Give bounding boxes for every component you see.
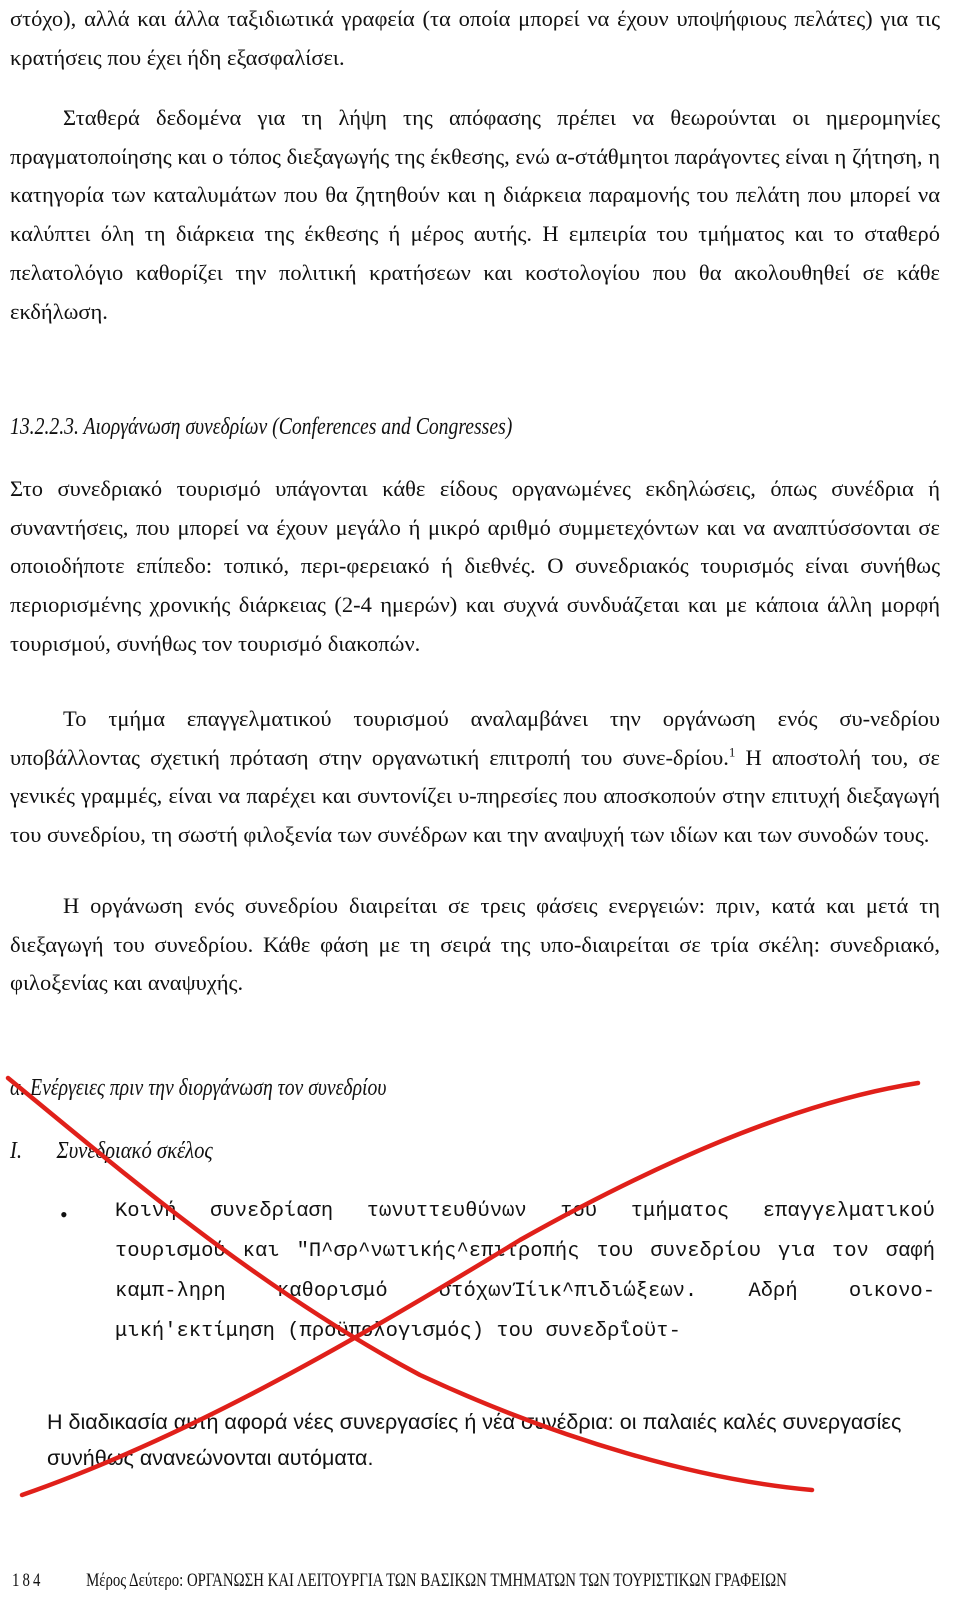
subheading-number: I. [10,1138,23,1164]
note-paragraph: Η διαδικασία αυτή αφορά νέες συνεργασίες ή νέα συνέδρια: οι παλαιές καλές συνεργασίες συνήθως ανανεώνονται αυτόματα. [47,1410,902,1470]
footer-title: Μέρος Δεύτερο: ΟΡΓΑΝΩΣΗ ΚΑΙ ΛΕΙΤΟΥΡΓΙΑ ΤΩΝ ΒΑΣΙΚΩΝ ΤΜΗΜΑΤΩΝ ΤΩΝ ΤΟΥΡΙΣΤΙΚΩΝ ΓΡΑΦΕΙΩΝ [86,1570,787,1591]
subheading-text: Συνεδριακό σκέλος [56,1138,213,1164]
paragraph-phases: Η οργάνωση ενός συνεδρίου διαιρείται σε τρεις φάσεις ενεργειών: πριν, κατά και μετά τη διεξαγωγή του συνεδρίου. Κάθε φάση με τη σειρά της υπο-διαιρείται σε τρία σκέλη: συνεδριακό, φιλοξενίας και αναψυχής. [10,893,940,996]
page-number: 184 [12,1570,44,1591]
paragraph-fixed-data: Σταθερά δεδομένα για τη λήψη της απόφασης πρέπει να θεωρούνται οι ημερομηνίες πραγματοποίησης και ο τόπος διεξαγωγής της έκθεσης, ενώ α-στάθμητοι παράγοντες είναι η ζήτηση, η κατηγορία των καταλυμάτων που θα ζητηθούν και η διάρκεια παραμονής του πελάτη που μπορεί να καλύπτει όλη τη διάρκεια της έκθεσης ή μέρος αυτής. Η εμπειρία του τμήματος και το σταθερό πελατολόγιο καθορίζει την πολιτική κρατήσεων και κοστολογίου που θα ακολουθηθεί σε κάθε εκδήλωση. [10,105,940,324]
section-heading-conferences: 13.2.2.3. Αιοργάνωση συνεδρίων (Conferences and Congresses) [10,414,513,440]
paragraph-department-role-text: Το τμήμα επαγγελματικού τουρισμού αναλαμβάνει την οργάνωση ενός συ-νεδρίου υποβάλλοντας σχετική πρόταση στην οργανωτική επιτροπή του συνε-δρίου. [10,706,940,770]
subheading-conference-part [10,1133,213,1169]
paragraph-department-role-rest: Η αποστολή του, σε γενικές γραμμές, είναι να παρέχει και συντονίζει υ-πηρεσίες που αποσκοπούν στην επιτυχή διεξαγωγή του συνεδρίου, τη σωστή φιλοξενία των συνέδρων και την αναψυχή των ιδίων και των συνοδών τους. [10,744,940,848]
paragraph-conference-tourism: Στο συνεδριακό τουρισμό υπάγονται κάθε είδους οργανωμένες εκδηλώσεις, όπως συνέδρια ή συναντήσεις, που μπορεί να έχουν μεγάλο ή μικρό αριθμό συμμετεχόντων και να αναπτύσσονται σε οποιοδήποτε επίπεδο: τοπικό, περι-φερειακό ή διεθνές. Ο συνεδριακός τουρισμός είναι συνήθως περιορισμένης χρονικής διάρκειας (2-4 ημερών) και συχνά συνδυάζεται και με κάποια άλλη μορφή τουρισμού, συνήθως τον τουρισμό διακοπών. [10,476,940,656]
page-footer [12,1568,787,1594]
subheading-before-organization: α. Ενέργειες πριν την διοργάνωση τον συνεδρίου [10,1075,387,1101]
footnote-marker: 1 [728,744,736,760]
paragraph-department-role [10,700,940,855]
bullet-icon: • [60,1202,68,1227]
bullet-item-text: Κοινή συνεδρίαση τωνυττευθύνων του τμήματος επαγγελματικού τουρισμού και "Π^σρ^νωτικής^επιτροπής του συνεδρίου για τον σαφή καμπ-ληρη καθορισμό στόχωνΊίικ^πιδιώξεων. Αδρή οικονο-μική'εκτίμηση (προϋπολογισμός) του συνεδρΐοϋτ- [115,1200,935,1343]
paragraph-intro-continuation: στόχο), αλλά και άλλα ταξιδιωτικά γραφεία (τα οποία μπορεί να έχουν υποψήφιους πελάτες) για τις κρατήσεις που έχει ήδη εξασφαλίσει. [10,6,940,70]
